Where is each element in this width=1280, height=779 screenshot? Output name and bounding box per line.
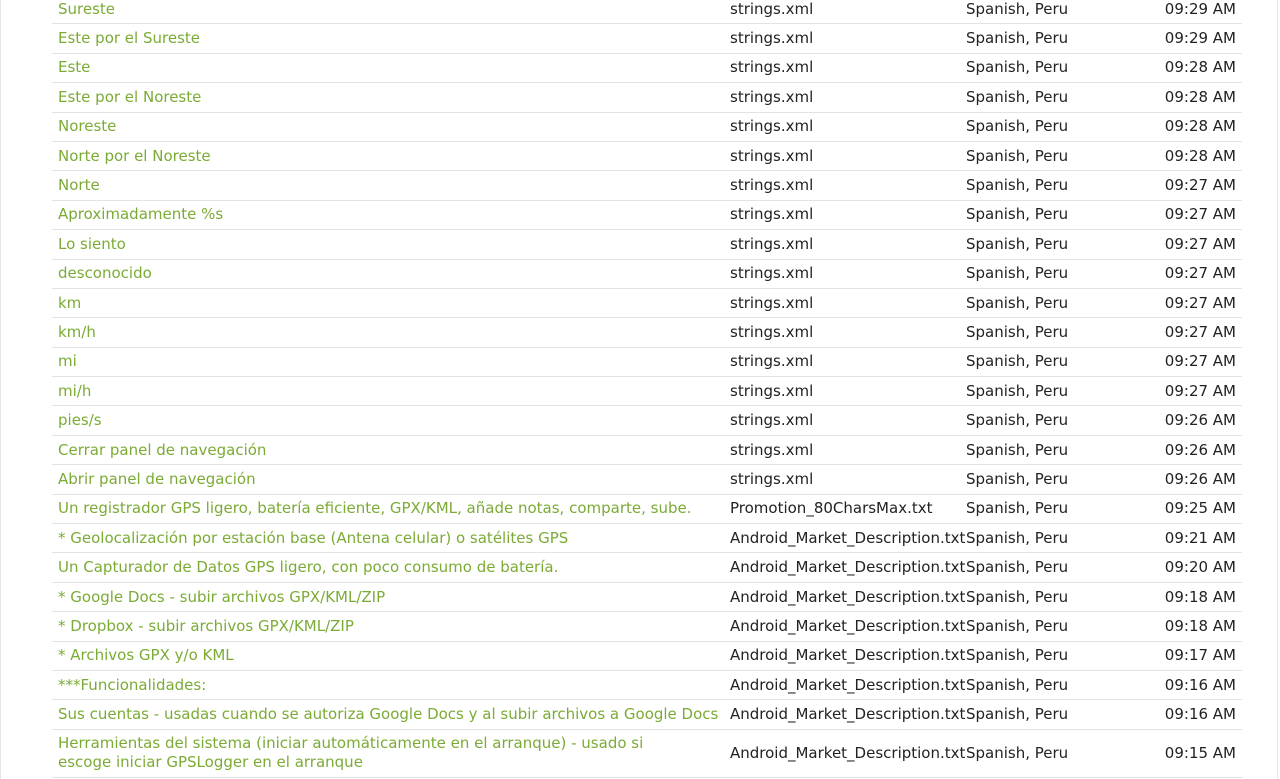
file-name: strings.xml <box>730 234 814 253</box>
time-cell <box>1136 230 1242 259</box>
activity-row <box>52 0 1242 24</box>
language-cell <box>966 582 1136 611</box>
timestamp: 09:16 AM <box>1164 705 1236 724</box>
string-cell <box>52 641 730 670</box>
string-cell <box>52 112 730 141</box>
activity-row <box>52 112 1242 141</box>
activity-row <box>52 553 1242 582</box>
activity-row <box>52 200 1242 229</box>
string-link[interactable]: Noreste <box>58 117 117 136</box>
file-name: strings.xml <box>730 352 814 371</box>
language-cell <box>966 171 1136 200</box>
file-cell <box>730 494 966 523</box>
string-cell <box>52 612 730 641</box>
file-name: strings.xml <box>730 264 814 283</box>
timestamp: 09:27 AM <box>1164 205 1236 224</box>
string-link[interactable]: Este por el Sureste <box>58 29 200 48</box>
activity-row <box>52 406 1242 435</box>
time-cell <box>1136 494 1242 523</box>
file-name: strings.xml <box>730 176 814 195</box>
activity-row <box>52 141 1242 170</box>
language-cell <box>966 0 1136 24</box>
language-name: Spanish, Peru <box>966 176 1069 195</box>
language-name: Spanish, Peru <box>966 293 1069 312</box>
time-cell <box>1136 582 1242 611</box>
file-cell <box>730 259 966 288</box>
string-cell <box>52 670 730 699</box>
file-name: strings.xml <box>730 381 814 400</box>
language-name: Spanish, Peru <box>966 440 1069 459</box>
file-cell <box>730 435 966 464</box>
file-cell <box>730 729 966 777</box>
file-name: strings.xml <box>730 469 814 488</box>
time-cell <box>1136 729 1242 777</box>
string-link[interactable]: km/h <box>58 322 96 341</box>
language-name: Spanish, Peru <box>966 117 1069 136</box>
timestamp: 09:29 AM <box>1164 29 1236 48</box>
activity-row <box>52 230 1242 259</box>
language-cell <box>966 83 1136 112</box>
string-link[interactable]: Un Capturador de Datos GPS ligero, con poco consumo de batería. <box>58 558 559 577</box>
language-cell <box>966 553 1136 582</box>
language-cell <box>966 318 1136 347</box>
string-link[interactable]: Sureste <box>58 0 116 18</box>
file-name: Android_Market_Description.txt <box>730 743 966 762</box>
time-cell <box>1136 347 1242 376</box>
file-cell <box>730 582 966 611</box>
string-cell <box>52 582 730 611</box>
language-cell <box>966 465 1136 494</box>
file-cell <box>730 83 966 112</box>
file-cell <box>730 641 966 670</box>
file-cell <box>730 347 966 376</box>
file-cell <box>730 377 966 406</box>
language-name: Spanish, Peru <box>966 0 1069 18</box>
timestamp: 09:29 AM <box>1164 0 1236 18</box>
timestamp: 09:21 AM <box>1164 528 1236 547</box>
activity-row <box>52 259 1242 288</box>
file-name: strings.xml <box>730 58 814 77</box>
activity-row <box>52 24 1242 53</box>
file-name: Android_Market_Description.txt <box>730 587 966 606</box>
file-cell <box>730 406 966 435</box>
file-cell <box>730 288 966 317</box>
language-cell <box>966 700 1136 729</box>
file-name: strings.xml <box>730 87 814 106</box>
language-name: Spanish, Peru <box>966 58 1069 77</box>
language-name: Spanish, Peru <box>966 322 1069 341</box>
file-name: Android_Market_Description.txt <box>730 705 966 724</box>
string-link[interactable]: Norte por el Noreste <box>58 146 211 165</box>
file-name: Android_Market_Description.txt <box>730 646 966 665</box>
file-cell <box>730 141 966 170</box>
string-cell <box>52 347 730 376</box>
string-link[interactable]: mi <box>58 352 77 371</box>
string-cell <box>52 729 730 777</box>
file-name: strings.xml <box>730 0 814 18</box>
language-name: Spanish, Peru <box>966 675 1069 694</box>
time-cell <box>1136 641 1242 670</box>
time-cell <box>1136 259 1242 288</box>
time-cell <box>1136 406 1242 435</box>
timestamp: 09:27 AM <box>1164 352 1236 371</box>
time-cell <box>1136 700 1242 729</box>
file-name: Promotion_80CharsMax.txt <box>730 499 933 518</box>
string-link[interactable]: pies/s <box>58 411 102 430</box>
language-name: Spanish, Peru <box>966 499 1069 518</box>
time-cell <box>1136 553 1242 582</box>
time-cell <box>1136 200 1242 229</box>
language-cell <box>966 641 1136 670</box>
string-cell <box>52 553 730 582</box>
file-cell <box>730 230 966 259</box>
time-cell <box>1136 524 1242 553</box>
file-cell <box>730 53 966 82</box>
timestamp: 09:28 AM <box>1164 146 1236 165</box>
string-link[interactable]: * Geolocalización por estación base (Antena celular) o satélites GPS <box>58 528 569 547</box>
string-link[interactable]: Norte <box>58 176 100 195</box>
language-name: Spanish, Peru <box>966 87 1069 106</box>
string-link[interactable]: Herramientas del sistema (iniciar automáticamente en el arranque) - usado si escoge iniciar GPSLogger en el arranque <box>58 734 644 772</box>
language-cell <box>966 670 1136 699</box>
language-cell <box>966 435 1136 464</box>
activity-row <box>52 465 1242 494</box>
string-cell <box>52 259 730 288</box>
activity-row <box>52 582 1242 611</box>
file-cell <box>730 700 966 729</box>
activity-row <box>52 524 1242 553</box>
string-link[interactable]: mi/h <box>58 381 92 400</box>
string-cell <box>52 700 730 729</box>
string-link[interactable]: * Google Docs - subir archivos GPX/KML/ZIP <box>58 587 386 606</box>
string-cell <box>52 141 730 170</box>
language-name: Spanish, Peru <box>966 264 1069 283</box>
language-name: Spanish, Peru <box>966 352 1069 371</box>
timestamp: 09:26 AM <box>1164 469 1236 488</box>
string-cell <box>52 435 730 464</box>
timestamp: 09:28 AM <box>1164 58 1236 77</box>
file-cell <box>730 465 966 494</box>
language-name: Spanish, Peru <box>966 381 1069 400</box>
string-cell <box>52 200 730 229</box>
activity-row <box>52 347 1242 376</box>
language-name: Spanish, Peru <box>966 558 1069 577</box>
timestamp: 09:18 AM <box>1164 587 1236 606</box>
string-link[interactable]: * Archivos GPX y/o KML <box>58 646 234 665</box>
activity-row <box>52 288 1242 317</box>
timestamp: 09:27 AM <box>1164 176 1236 195</box>
language-cell <box>966 259 1136 288</box>
language-cell <box>966 53 1136 82</box>
file-name: strings.xml <box>730 411 814 430</box>
file-name: Android_Market_Description.txt <box>730 558 966 577</box>
string-link[interactable]: Este por el Noreste <box>58 87 202 106</box>
timestamp: 09:27 AM <box>1164 264 1236 283</box>
file-cell <box>730 318 966 347</box>
language-cell <box>966 24 1136 53</box>
string-cell <box>52 171 730 200</box>
time-cell <box>1136 24 1242 53</box>
time-cell <box>1136 612 1242 641</box>
timestamp: 09:26 AM <box>1164 440 1236 459</box>
language-cell <box>966 288 1136 317</box>
time-cell <box>1136 0 1242 24</box>
timestamp: 09:16 AM <box>1164 675 1236 694</box>
time-cell <box>1136 377 1242 406</box>
language-cell <box>966 112 1136 141</box>
file-name: strings.xml <box>730 29 814 48</box>
file-name: Android_Market_Description.txt <box>730 616 966 635</box>
language-name: Spanish, Peru <box>966 205 1069 224</box>
file-cell <box>730 200 966 229</box>
language-cell <box>966 494 1136 523</box>
language-cell <box>966 377 1136 406</box>
activity-row <box>52 670 1242 699</box>
file-name: strings.xml <box>730 146 814 165</box>
string-link[interactable]: Aproximadamente %s <box>58 205 224 224</box>
language-name: Spanish, Peru <box>966 587 1069 606</box>
time-cell <box>1136 670 1242 699</box>
time-cell <box>1136 112 1242 141</box>
file-name: Android_Market_Description.txt <box>730 528 966 547</box>
time-cell <box>1136 83 1242 112</box>
file-name: strings.xml <box>730 440 814 459</box>
string-cell <box>52 53 730 82</box>
time-cell <box>1136 141 1242 170</box>
string-cell <box>52 524 730 553</box>
string-cell <box>52 83 730 112</box>
string-cell <box>52 24 730 53</box>
file-name: strings.xml <box>730 293 814 312</box>
string-link[interactable]: * Dropbox - subir archivos GPX/KML/ZIP <box>58 616 354 635</box>
file-cell <box>730 24 966 53</box>
file-name: Android_Market_Description.txt <box>730 675 966 694</box>
time-cell <box>1136 318 1242 347</box>
string-cell <box>52 377 730 406</box>
language-cell <box>966 729 1136 777</box>
language-cell <box>966 230 1136 259</box>
file-cell <box>730 670 966 699</box>
time-cell <box>1136 171 1242 200</box>
time-cell <box>1136 53 1242 82</box>
timestamp: 09:27 AM <box>1164 234 1236 253</box>
timestamp: 09:27 AM <box>1164 322 1236 341</box>
string-link[interactable]: Abrir panel de navegación <box>58 469 256 488</box>
language-name: Spanish, Peru <box>966 411 1069 430</box>
language-cell <box>966 200 1136 229</box>
file-name: strings.xml <box>730 322 814 341</box>
language-name: Spanish, Peru <box>966 234 1069 253</box>
language-cell <box>966 347 1136 376</box>
timestamp: 09:25 AM <box>1164 499 1236 518</box>
activity-rows <box>52 0 1242 777</box>
string-link[interactable]: Este <box>58 58 91 77</box>
activity-row <box>52 53 1242 82</box>
string-link[interactable]: ***Funcionalidades: <box>58 675 207 694</box>
timestamp: 09:15 AM <box>1164 743 1236 762</box>
language-name: Spanish, Peru <box>966 743 1069 762</box>
timestamp: 09:27 AM <box>1164 381 1236 400</box>
timestamp: 09:20 AM <box>1164 558 1236 577</box>
language-name: Spanish, Peru <box>966 146 1069 165</box>
string-cell <box>52 0 730 24</box>
string-link[interactable]: Lo siento <box>58 234 126 253</box>
language-cell <box>966 612 1136 641</box>
file-cell <box>730 0 966 24</box>
timestamp: 09:28 AM <box>1164 87 1236 106</box>
language-name: Spanish, Peru <box>966 528 1069 547</box>
language-name: Spanish, Peru <box>966 469 1069 488</box>
string-cell <box>52 406 730 435</box>
timestamp: 09:27 AM <box>1164 293 1236 312</box>
string-link[interactable]: Cerrar panel de navegación <box>58 440 267 459</box>
file-cell <box>730 112 966 141</box>
string-link[interactable]: Sus cuentas - usadas cuando se autoriza Google Docs y al subir archivos a Google Docs <box>58 705 719 724</box>
activity-row <box>52 171 1242 200</box>
activity-row <box>52 729 1242 777</box>
timestamp: 09:18 AM <box>1164 616 1236 635</box>
time-cell <box>1136 465 1242 494</box>
file-cell <box>730 553 966 582</box>
language-cell <box>966 406 1136 435</box>
file-cell <box>730 612 966 641</box>
activity-row <box>52 641 1242 670</box>
string-cell <box>52 318 730 347</box>
timestamp: 09:28 AM <box>1164 117 1236 136</box>
language-name: Spanish, Peru <box>966 29 1069 48</box>
string-cell <box>52 465 730 494</box>
time-cell <box>1136 288 1242 317</box>
string-cell <box>52 288 730 317</box>
timestamp: 09:17 AM <box>1164 646 1236 665</box>
language-name: Spanish, Peru <box>966 705 1069 724</box>
timestamp: 09:26 AM <box>1164 411 1236 430</box>
string-cell <box>52 230 730 259</box>
activity-row <box>52 83 1242 112</box>
activity-row <box>52 700 1242 729</box>
file-name: strings.xml <box>730 205 814 224</box>
activity-row <box>52 612 1242 641</box>
activity-row <box>52 377 1242 406</box>
language-name: Spanish, Peru <box>966 616 1069 635</box>
string-link[interactable]: km <box>58 293 82 312</box>
string-cell <box>52 494 730 523</box>
string-link[interactable]: Un registrador GPS ligero, batería eficiente, GPX/KML, añade notas, comparte, sube. <box>58 499 692 518</box>
language-cell <box>966 141 1136 170</box>
language-cell <box>966 524 1136 553</box>
time-cell <box>1136 435 1242 464</box>
activity-row <box>52 494 1242 523</box>
translation-activity-table <box>52 0 1242 778</box>
language-name: Spanish, Peru <box>966 646 1069 665</box>
file-name: strings.xml <box>730 117 814 136</box>
activity-row <box>52 435 1242 464</box>
file-cell <box>730 171 966 200</box>
string-link[interactable]: desconocido <box>58 264 152 283</box>
activity-row <box>52 318 1242 347</box>
file-cell <box>730 524 966 553</box>
